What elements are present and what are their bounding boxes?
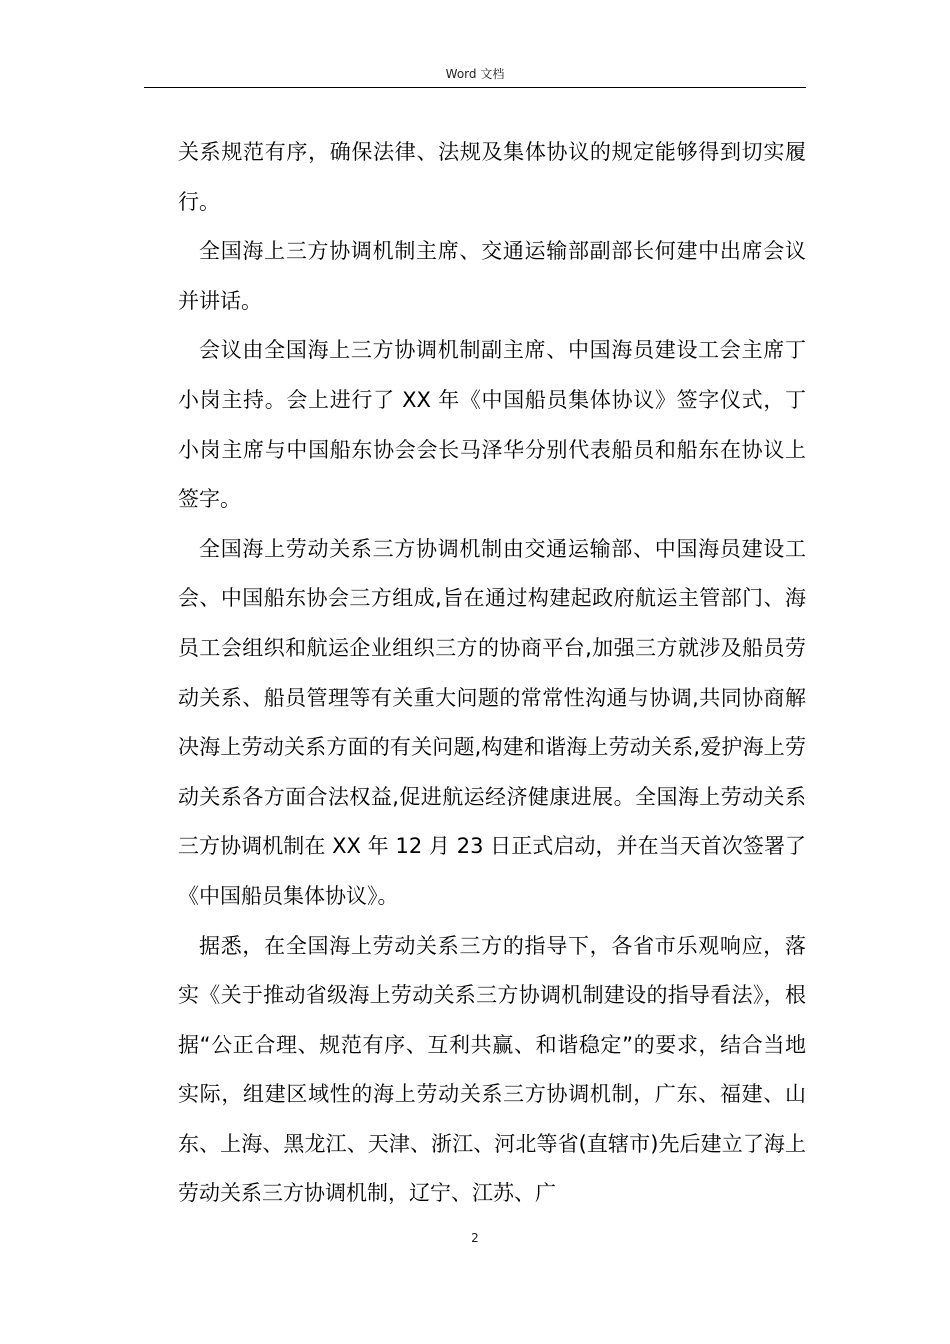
paragraph: 全国海上劳动关系三方协调机制由交通运输部、中国海员建设工会、中国船东协会三方组成,旨在通过构建起政府航运主管部门、海员工会组织和航运企业组织三方的协商平台,加强三方就涉及船员劳动关系、船员管理等有关重大问题的常常性沟通与协调,共同协商解决海上劳动关系方面的有关问题,构建和谐海上劳动关系,爱护海上劳动关系各方面合法权益,促进航运经济健康进展。全国海上劳动关系三方协调机制在 XX 年 12 月 23 日正式启动，并在当天首次签署了《中国船员集体协议》。 xyxy=(178,536,806,908)
paragraph: 据悉，在全国海上劳动关系三方的指导下，各省市乐观响应，落实《关于推动省级海上劳动关系三方协调机制建设的指导看法》，根据“公正合理、规范有序、互利共赢、和谐稳定”的要求，结合当地实际，组建区域性的海上劳动关系三方协调机制，广东、福建、山东、上海、黑龙江、天津、浙江、河北等省(直辖市)先后建立了海上劳动关系三方协调机制，辽宁、江苏、广 xyxy=(178,933,806,1206)
paragraph: 全国海上三方协调机制主席、交通运输部副部长何建中出席会议并讲话。 xyxy=(178,239,806,313)
paragraph-continuation: 关系规范有序，确保法律、法规及集体协议的规定能够得到切实履行。 xyxy=(178,140,806,214)
page-number: 2 xyxy=(471,1231,479,1245)
document-body xyxy=(178,128,806,1219)
page-header-title: Word 文档 xyxy=(445,67,505,81)
header-divider xyxy=(144,87,806,88)
paragraph: 会议由全国海上三方协调机制副主席、中国海员建设工会主席丁小岗主持。会上进行了 XX 年《中国船员集体协议》签字仪式，丁小岗主席与中国船东协会会长马泽华分别代表船员和船东在协议上签字。 xyxy=(178,338,806,512)
